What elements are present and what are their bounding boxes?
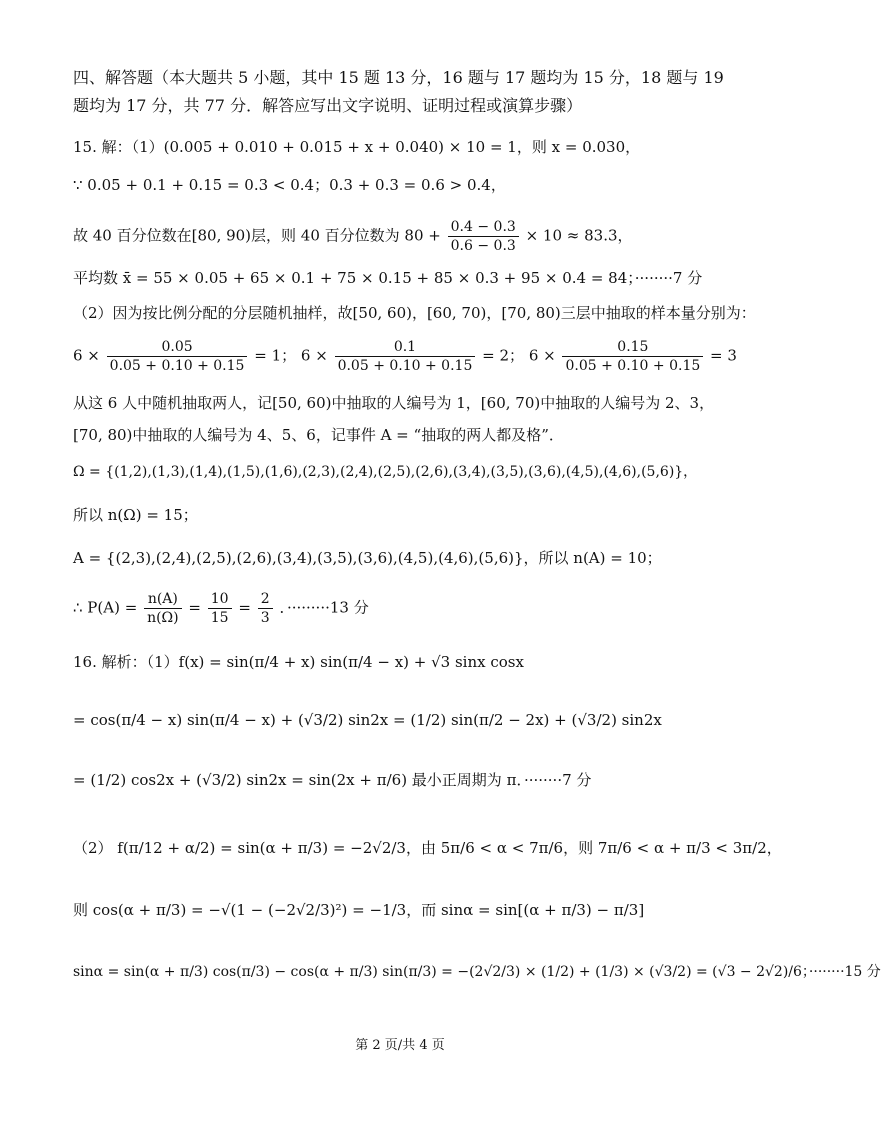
q15-line-1: 15. 解：（1）(0.005 + 0.010 + 0.015 + x + 0.040) × 10 = 1，则 x = 0.030， xyxy=(73,138,641,156)
q15-line-3 xyxy=(73,218,740,255)
sample-size-c-prefix: 6 × xyxy=(528,346,556,365)
q16-line-2: = cos(π/4 − x) sin(π/4 − x) + (√3/2) sin2x = (1/2) sin(π/2 − 2x) + (√3/2) sin2x xyxy=(73,711,662,729)
fraction-numerator: 0.05 xyxy=(107,338,248,357)
q16-line-5: 则 cos(α + π/3) = −√(1 − (−2√2/3)²) = −1/3，而 sinα = sin[(α + π/3) − π/3] xyxy=(73,901,645,919)
probability-prefix: ∴ P(A) = xyxy=(73,598,138,617)
fraction-denominator: 3 xyxy=(260,610,270,626)
q15-line-8: [70, 80)中抽取的人编号为 4、5、6，记事件 A = “抽取的两人都及格”． xyxy=(73,426,564,444)
q16-line-4: （2） f(π/12 + α/2) = sin(α + π/3) = −2√2/3，由 5π/6 < α < 7π/6，则 7π/6 < α + π/3 < 3π/2， xyxy=(73,839,782,857)
q15-percentile-fraction xyxy=(448,218,519,255)
sample-size-b-prefix: 6 × xyxy=(300,346,328,365)
q15-line-7: 从这 6 人中随机抽取两人，记[50, 60)中抽取的人编号为 1，[60, 70)中抽取的人编号为 2、3， xyxy=(73,394,715,412)
page-footer: 第 2 页/共 4 页 xyxy=(355,1038,445,1053)
q15-line-6 xyxy=(73,338,740,375)
fraction-denominator: 0.05 + 0.10 + 0.15 xyxy=(337,358,473,374)
q15-line-5: （2）因为按比例分配的分层随机抽样，故[50, 60)，[60, 70)，[70, 80)三层中抽取的样本量分别为： xyxy=(73,304,756,322)
probability-fraction-1 xyxy=(144,590,182,627)
fraction-numerator: 0.15 xyxy=(562,338,703,357)
q15-line-3-prefix: 故 40 百分位数在[80, 90)层，则 40 百分位数为 80 + xyxy=(73,226,441,245)
sample-size-c-fraction xyxy=(562,338,703,375)
sample-size-a-prefix: 6 × xyxy=(73,346,100,365)
fraction-numerator: 0.4 − 0.3 xyxy=(448,218,519,237)
section-header: 四、解答题（本大题共 5 小题，其中 15 题 13 分，16 题与 17 题均为 15 分，18 题与 19 题均为 17 分，共 77 分．解答应写出文字说明、证明过程或演算步骤） xyxy=(73,68,724,115)
equals-sign: = xyxy=(188,598,201,617)
q15-probability xyxy=(73,590,740,627)
probability-score: ．·········13 分 xyxy=(279,598,369,617)
q15-line-3-suffix: × 10 ≈ 83.3， xyxy=(525,226,633,245)
sample-size-c-result: = 3 xyxy=(710,346,737,365)
sample-size-b-fraction xyxy=(335,338,476,375)
q15-sample-space: Ω = {(1,2),(1,3),(1,4),(1,5),(1,6),(2,3),(2,4),(2,5),(2,6),(3,4),(3,5),(3,6),(4,5),(4,6),(5,6)}， xyxy=(73,464,698,480)
fraction-denominator: 0.05 + 0.10 + 0.15 xyxy=(109,358,245,374)
probability-fraction-3 xyxy=(258,590,273,627)
q16-line-1: 16. 解析：（1）f(x) = sin(π/4 + x) sin(π/4 − x) + √3 sinx cosx xyxy=(73,653,524,671)
fraction-numerator: n(A) xyxy=(144,590,182,609)
q16-line-3: = (1/2) cos2x + (√3/2) sin2x = sin(2x + π/6) 最小正周期为 π．········7 分 xyxy=(73,771,592,789)
fraction-denominator: 0.05 + 0.10 + 0.15 xyxy=(565,358,701,374)
probability-fraction-2 xyxy=(208,590,232,627)
fraction-numerator: 10 xyxy=(208,590,232,609)
sample-size-b-result: = 2； xyxy=(482,346,525,365)
q15-line-2: ∵ 0.05 + 0.1 + 0.15 = 0.3 < 0.4；0.3 + 0.3 = 0.6 > 0.4， xyxy=(73,176,506,194)
sample-size-a-result: = 1； xyxy=(254,346,297,365)
fraction-denominator: 0.6 − 0.3 xyxy=(450,238,516,254)
fraction-numerator: 0.1 xyxy=(335,338,476,357)
fraction-denominator: 15 xyxy=(210,610,229,626)
q15-event-a: A = {(2,3),(2,4),(2,5),(2,6),(3,4),(3,5),(3,6),(4,5),(4,6),(5,6)}，所以 n(A) = 10； xyxy=(73,549,662,567)
sample-size-a-fraction xyxy=(107,338,248,375)
fraction-numerator: 2 xyxy=(258,590,273,609)
q16-line-6: sinα = sin(α + π/3) cos(π/3) − cos(α + π/3) sin(π/3) = −(2√2/3) × (1/2) + (1/3) × (√3/2) = (√3 − 2√2)/6；········15 分 xyxy=(73,964,881,980)
q15-line-4: 平均数 x̄ = 55 × 0.05 + 65 × 0.1 + 75 × 0.15 + 85 × 0.3 + 95 × 0.4 = 84；········7 分 xyxy=(73,269,703,287)
equals-sign: = xyxy=(238,598,251,617)
fraction-denominator: n(Ω) xyxy=(147,610,179,626)
q15-line-10: 所以 n(Ω) = 15； xyxy=(73,506,198,524)
